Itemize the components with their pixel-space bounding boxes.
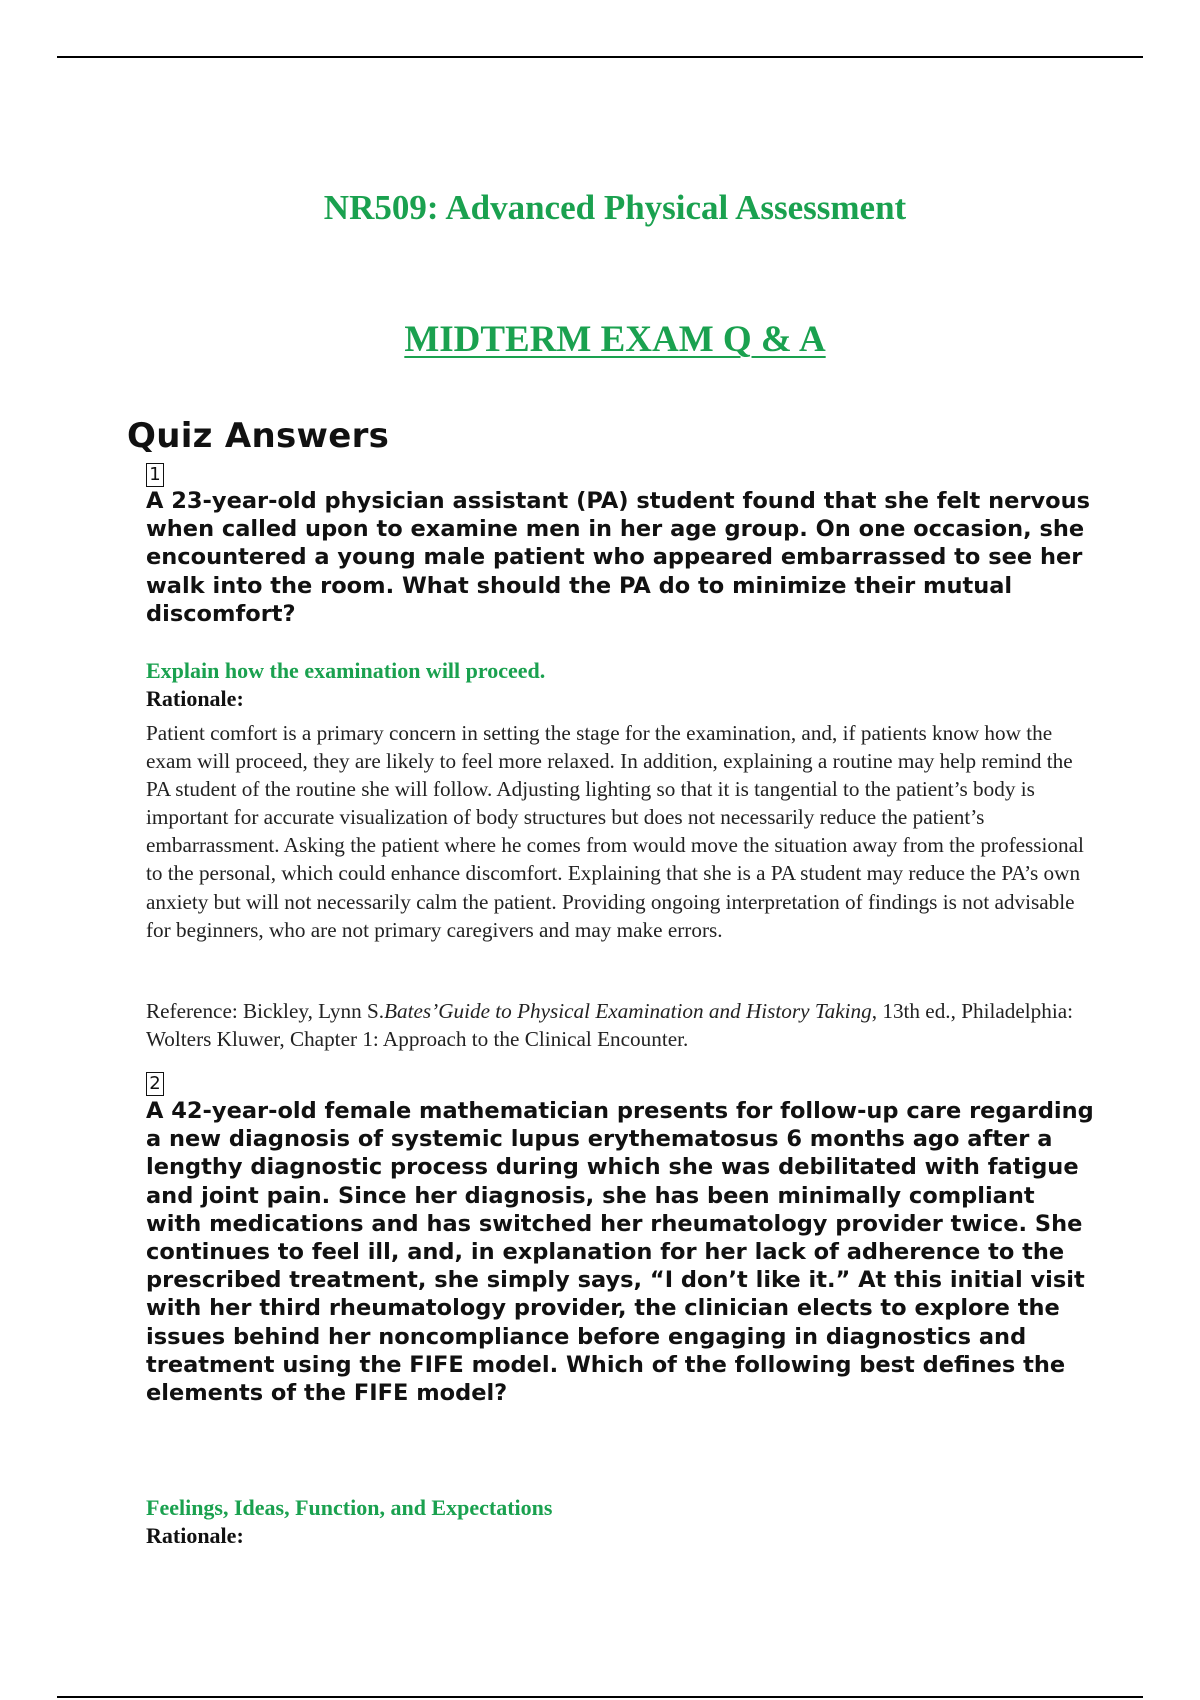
question-1-rationale-label: Rationale: <box>146 686 244 711</box>
question-number-1: 1 <box>146 463 164 487</box>
document-subtitle: MIDTERM EXAM Q & A <box>404 319 826 360</box>
reference-suffix: , 13th ed., Philadelphia: Wolters Kluwer, Chapter 1: Approach to the Clinical Encounter. <box>146 999 1074 1051</box>
question-1-reference <box>146 997 1106 1053</box>
section-heading: Quiz Answers <box>127 416 390 456</box>
question-2-answer: Feelings, Ideas, Function, and Expectations <box>146 1495 553 1520</box>
bottom-rule <box>57 1696 1143 1698</box>
question-1-rationale: Patient comfort is a primary concern in setting the stage for the examination, and, if patients know how the exam will proceed, they are likely to feel more relaxed. In addition, explaining a routine may help remind the PA student of the routine she will follow. Adjusting lighting so that it is tangential to the patient’s body is important for accurate visualization of body structures but does not necessarily reduce the patient’s embarrassment. Asking the patient where he comes from would move the situation away from the professional to the personal, which could enhance discomfort. Explaining that she is a PA student may reduce the PA’s own anxiety but will not necessarily calm the patient. Providing ongoing interpretation of findings is not advisable for beginners, who are not primary caregivers and may make errors. <box>146 721 1084 942</box>
question-2-rationale-label: Rationale: <box>146 1523 244 1548</box>
reference-prefix: Reference: Bickley, Lynn S. <box>146 999 385 1023</box>
document-title: NR509: Advanced Physical Assessment <box>323 188 907 227</box>
top-rule <box>57 56 1143 58</box>
question-2-text: A 42-year-old female mathematician presents for follow-up care regarding a new diagnosis of systemic lupus erythematosus 6 months ago after a lengthy diagnostic process during which she was debilitated with fatigue and joint pain. Since her diagnosis, she has been minimally compliant with medications and has switched her rheumatology provider twice. She continues to feel ill, and, in explanation for her lack of adherence to the prescribed treatment, she simply says, “I don’t like it.” At this initial visit with her third rheumatology provider, the clinician elects to explore the issues behind her noncompliance before engaging in diagnostics and treatment using the FIFE model. Which of the following best defines the elements of the FIFE model? <box>146 1098 1094 1407</box>
question-1-text: A 23-year-old physician assistant (PA) student found that she felt nervous when called upon to examine men in her age group. On one occasion, she encountered a young male patient who appeared embarrassed to see her walk into the room. What should the PA do to minimize their mutual discomfort? <box>146 488 1091 627</box>
reference-book-title: Bates’Guide to Physical Examination and History Taking <box>384 999 872 1023</box>
question-number-2: 2 <box>146 1072 164 1096</box>
question-1-answer: Explain how the examination will proceed. <box>146 658 546 683</box>
